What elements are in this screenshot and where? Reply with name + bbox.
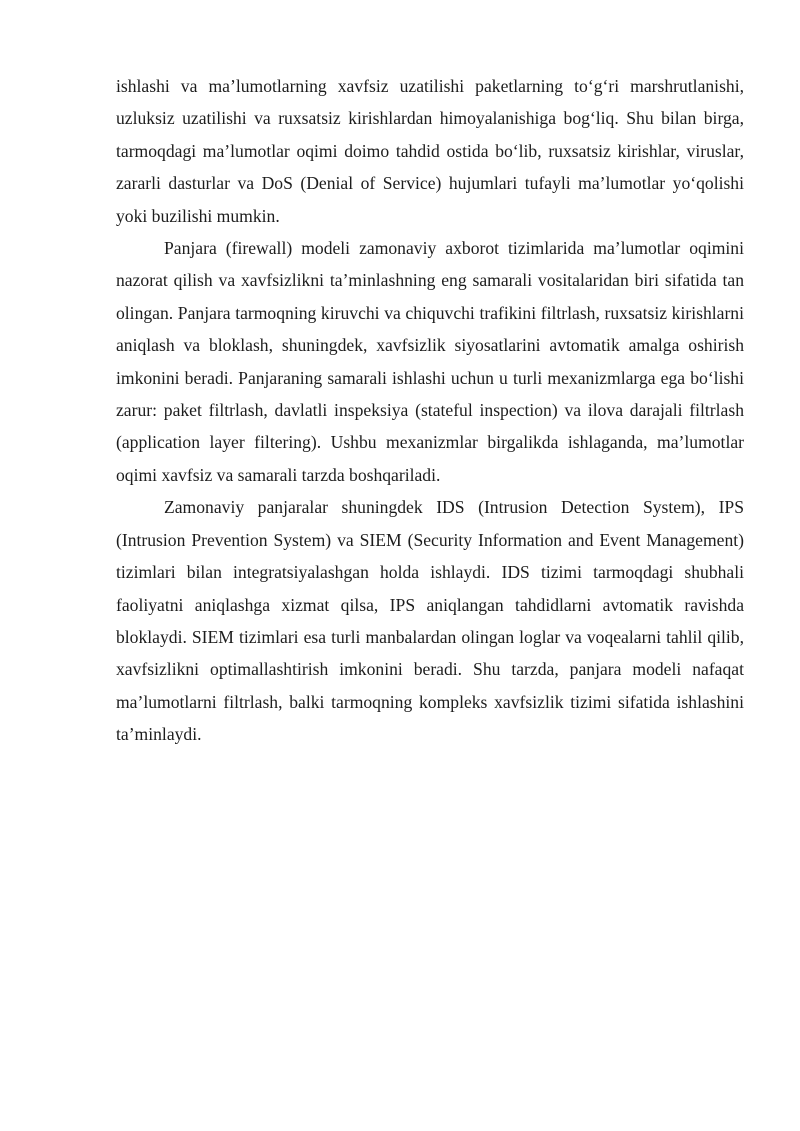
document-body bbox=[116, 70, 744, 751]
paragraph-2: Panjara (firewall) modeli zamonaviy axborot tizimlarida ma’lumotlar oqimini nazorat qilish va xavfsizlikni ta’minlashning eng samarali vositalaridan biri sifatida tan olingan. Panjara tarmoqning kiruvchi va chiquvchi trafikini filtrlash, ruxsatsiz kirishlarni aniqlash va bloklash, shuningdek, xavfsizlik siyosatlarini avtomatik amalga oshirish imkonini beradi. Panjaraning samarali ishlashi uchun u turli mexanizmlarga ega bo‘lishi zarur: paket filtrlash, davlatli inspeksiya (stateful inspection) va ilova darajali filtrlash (application layer filtering). Ushbu mexanizmlar birgalikda ishlaganda, ma’lumotlar oqimi xavfsiz va samarali tarzda boshqariladi. bbox=[116, 238, 744, 485]
paragraph-1: ishlashi va ma’lumotlarning xavfsiz uzatilishi paketlarning to‘g‘ri marshrutlanishi, uzluksiz uzatilishi va ruxsatsiz kirishlardan himoyalanishiga bog‘liq. Shu bilan birga, tarmoqdagi ma’lumotlar oqimi doimo tahdid ostida bo‘lib, ruxsatsiz kirishlar, viruslar, zararli dasturlar va DoS (Denial of Service) hujumlari tufayli ma’lumotlar yo‘qolishi yoki buzilishi mumkin. bbox=[116, 76, 744, 226]
paragraph-3: Zamonaviy panjaralar shuningdek IDS (Intrusion Detection System), IPS (Intrusion Prevention System) va SIEM (Security Information and Event Management) tizimlari bilan integratsiyalashgan holda ishlaydi. IDS tizimi tarmoqdagi shubhali faoliyatni aniqlashga xizmat qilsa, IPS aniqlangan tahdidlarni avtomatik ravishda bloklaydi. SIEM tizimlari esa turli manbalardan olingan loglar va voqealarni tahlil qilib, xavfsizlikni optimallashtirish imkonini beradi. Shu tarzda, panjara modeli nafaqat ma’lumotlarni filtrlash, balki tarmoqning kompleks xavfsizlik tizimi sifatida ishlashini ta’minlaydi. bbox=[116, 497, 744, 745]
